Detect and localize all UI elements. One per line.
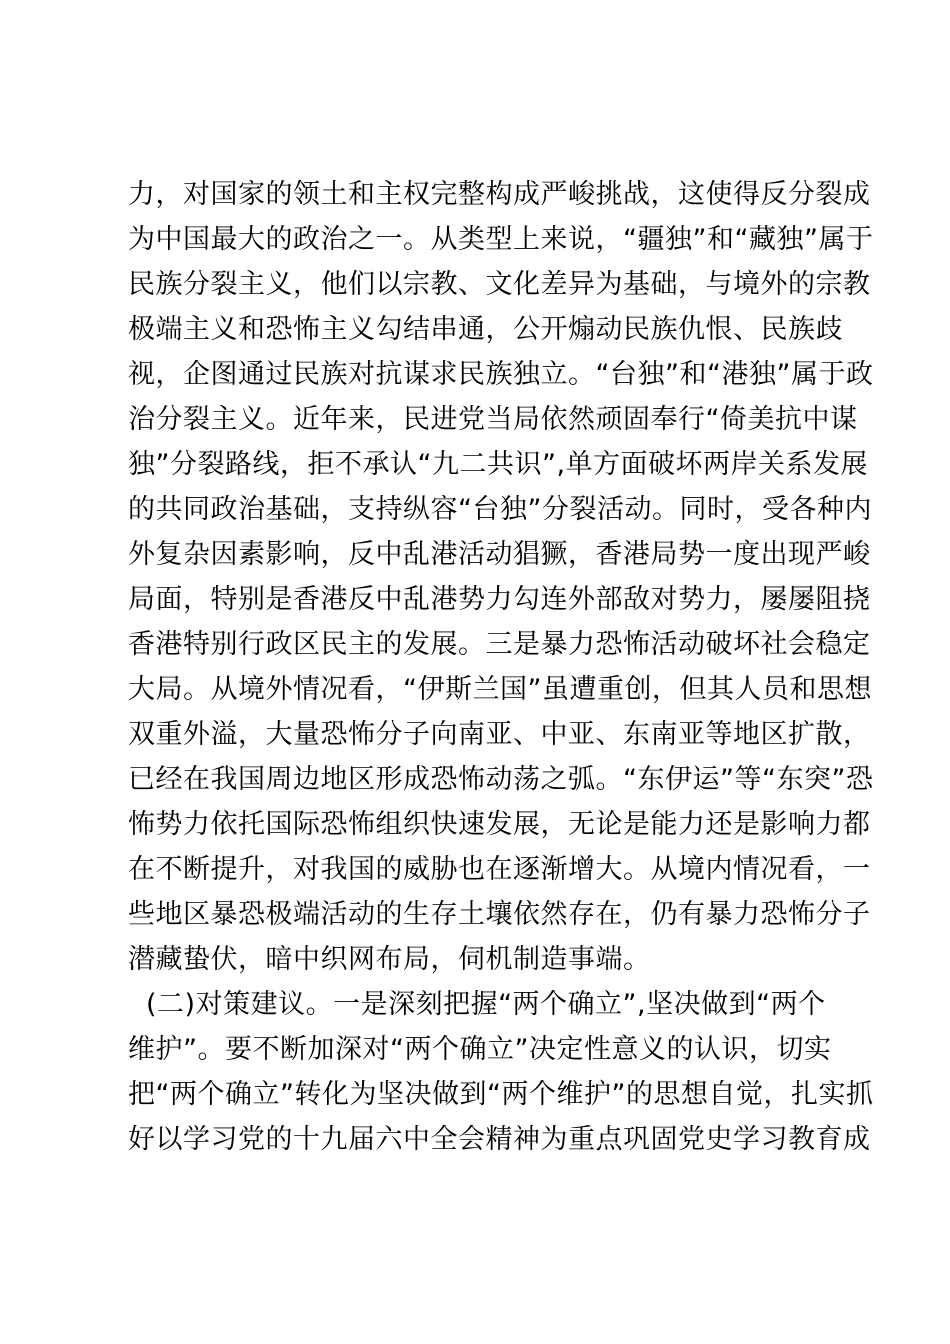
text-line-12: 大局。从境外情况看，“伊斯兰国”虽遭重创，但其人员和思想 [128, 674, 872, 705]
text-line-21: 把“两个确立”转化为坚决做到“两个维护”的思想自觉，扎实抓 [128, 1079, 874, 1110]
text-line-2: 为中国最大的政治之一。从类型上来说，“疆独”和“藏独”属于 [128, 224, 874, 255]
text-line-20: 维护”。要不断加深对“两个确立”决定性意义的认识，切实 [128, 1034, 832, 1065]
text-line-15: 怖势力依托国际恐怖组织快速发展，无论是能力还是影响力都 [128, 809, 871, 840]
text-line-14: 已经在我国周边地区形成恐怖动荡之弧。“东伊运”等“东突”恐 [128, 764, 874, 795]
text-line-5: 视，企图通过民族对抗谋求民族独立。“台独”和“港独”属于政 [128, 359, 874, 390]
text-line-6: 治分裂主义。近年来，民进党当局依然顽固奉行“倚美抗中谋 [128, 404, 858, 435]
text-line-19: (二)对策建议。一是深刻把握“两个确立”,坚决做到“两个 [146, 989, 826, 1020]
text-line-3: 民族分裂主义，他们以宗教、文化差异为基础，与境外的宗教 [128, 269, 871, 300]
text-line-17: 些地区暴恐极端活动的生存土壤依然存在，仍有暴力恐怖分子 [128, 899, 871, 930]
text-line-4: 极端主义和恐怖主义勾结串通，公开煽动民族仇恨、民族歧 [128, 314, 843, 345]
text-line-22: 好以学习党的十九届六中全会精神为重点巩固党史学习教育成 [128, 1124, 871, 1155]
text-line-9: 外复杂因素影响，反中乱港活动猖獗，香港局势一度出现严峻 [128, 539, 871, 570]
text-line-11: 香港特别行政区民主的发展。三是暴力恐怖活动破坏社会稳定 [128, 629, 871, 660]
body-text [128, 172, 874, 1162]
text-line-1: 力，对国家的领土和主权完整构成严峻挑战，这使得反分裂成 [128, 179, 871, 210]
text-line-18: 潜藏蛰伏，暗中织网布局，伺机制造事端。 [128, 944, 651, 975]
text-line-16: 在不断提升，对我国的威胁也在逐渐增大。从境内情况看，一 [128, 854, 871, 885]
text-line-13: 双重外溢，大量恐怖分子向南亚、中亚、东南亚等地区扩散， [128, 719, 871, 750]
text-line-10: 局面，特别是香港反中乱港势力勾连外部敌对势力，屡屡阻挠 [128, 584, 871, 615]
text-line-8: 的共同政治基础，支持纵容“台独”分裂活动。同时，受各种内 [128, 494, 872, 525]
text-line-7: 独”分裂路线，拒不承认“九二共识”,单方面破坏两岸关系发展 [128, 449, 869, 480]
